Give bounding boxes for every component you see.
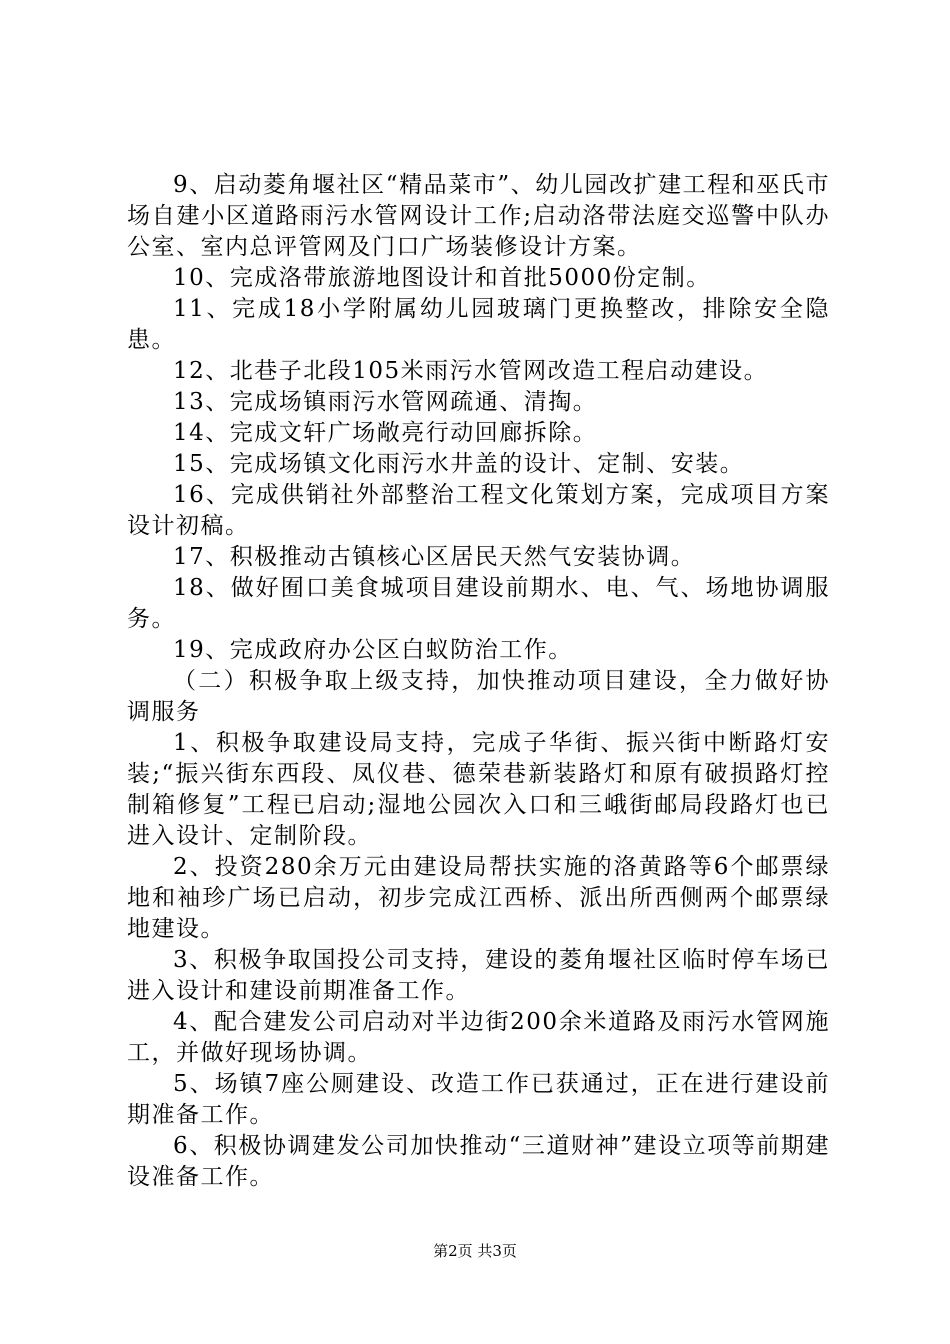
page-number-label: 第2页 共3页 [433,1242,517,1260]
paragraph-item-15: 15、完成场镇文化雨污水井盖的设计、定制、安装。 [173,451,745,477]
paragraph-item-s2-4: 4、配合建发公司启动对半边街200余米道路及雨污水管网施工，并做好现场协调。 [127,1009,830,1066]
paragraph-item-10: 10、完成洛带旅游地图设计和首批5000份定制。 [173,265,711,291]
paragraph-item-13: 13、完成场镇雨污水管网疏通、清掏。 [173,389,598,415]
paragraph-item-s2-3: 3、积极争取国投公司支持，建设的菱角堰社区临时停车场已进入设计和建设前期准备工作。 [127,947,830,1004]
paragraph-item-s2-1: 1、积极争取建设局支持，完成子华街、振兴街中断路灯安装;“振兴街东西段、凤仪巷、德荣巷新装路灯和原有破损路灯控制箱修复”工程已启动;湿地公园次入口和三峨街邮局段路灯也已进入设计、定制阶段。 [127,730,830,849]
paragraph-item-s2-5: 5、场镇7座公厕建设、改造工作已获通过，正在进行建设前期准备工作。 [127,1071,830,1128]
paragraph-item-18: 18、做好囿口美食城项目建设前期水、电、气、场地协调服务。 [127,575,830,632]
paragraph-item-s2-6: 6、积极协调建发公司加快推动“三道财神”建设立项等前期建设准备工作。 [127,1133,830,1190]
paragraph-item-14: 14、完成文轩广场敞亮行动回廊拆除。 [173,420,598,446]
paragraph-item-17: 17、积极推动古镇核心区居民天然气安装协调。 [173,544,696,570]
paragraph-item-16: 16、完成供销社外部整治工程文化策划方案，完成项目方案设计初稿。 [127,482,830,539]
page-footer [0,1241,950,1261]
section-heading-2: （二）积极争取上级支持，加快推动项目建设，全力做好协调服务 [127,668,830,725]
paragraph-item-s2-2: 2、投资280余万元由建设局帮扶实施的洛黄路等6个邮票绿地和袖珍广场已启动，初步完成江西桥、派出所西侧两个邮票绿地建设。 [127,854,830,942]
paragraph-item-9: 9、启动菱角堰社区“精品菜市”、幼儿园改扩建工程和巫氏市场自建小区道路雨污水管网设计工作;启动洛带法庭交巡警中队办公室、室内总评管网及门口广场装修设计方案。 [127,172,830,260]
document-body [127,170,830,1193]
paragraph-item-11: 11、完成18小学附属幼儿园玻璃门更换整改，排除安全隐患。 [127,296,830,353]
paragraph-item-12: 12、北巷子北段105米雨污水管网改造工程启动建设。 [173,358,769,384]
paragraph-item-19: 19、完成政府办公区白蚁防治工作。 [173,637,573,663]
